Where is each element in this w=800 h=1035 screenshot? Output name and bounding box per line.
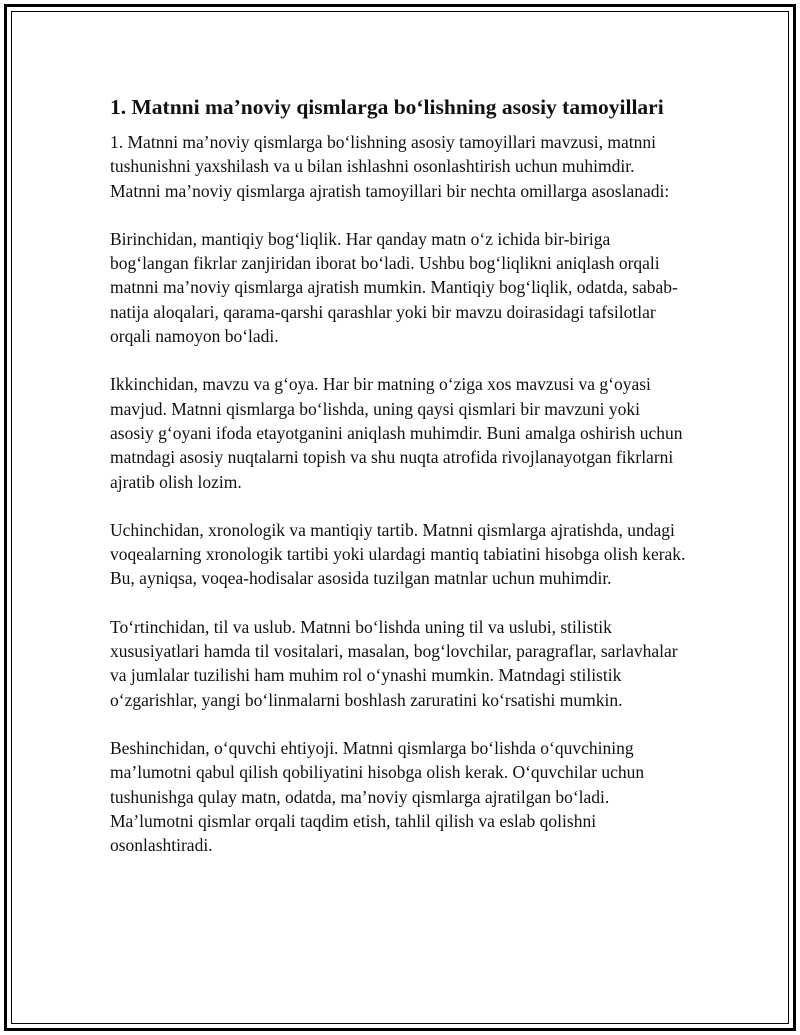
- document-title: 1. Matnni ma’noviy qismlarga bo‘lishning asosiy tamoyillari: [110, 95, 664, 119]
- paragraph-first-principle: Birinchidan, mantiqiy bog‘liqlik. Har qanday matn o‘z ichida bir-biriga bog‘langan fikrlar zanjiridan iborat bo‘ladi. Ushbu bog‘liqlikni aniqlash orqali matnni ma’noviy qismlarga ajratish mumkin. Mantiqiy bog‘liqlik, odatda, sabab-natija aloqalari, qarama-qarshi qarashlar yoki bir mavzu doirasidagi tafsilotlar orqali namoyon bo‘ladi.: [110, 228, 678, 347]
- document-body: [110, 88, 690, 881]
- paragraph-intro: 1. Matnni ma’noviy qismlarga bo‘lishning asosiy tamoyillari mavzusi, matnni tushunishni yaxshilash va u bilan ishlashni osonlashtirish uchun muhimdir. Matnni ma’noviy qismlarga ajratish tamoyillari bir nechta omillarga asoslanadi:: [110, 132, 670, 201]
- paragraph-fourth-principle: To‘rtinchidan, til va uslub. Matnni bo‘lishda uning til va uslubi, stilistik xususiyatlari hamda til vositalari, masalan, bog‘lovchilar, paragraflar, sarlavhalar va jumlalar tuzilishi ham muhim rol o‘ynashi mumkin. Matndagi stilistik o‘zgarishlar, yangi bo‘linmalarni boshlash zaruratini ko‘rsatishi mumkin.: [110, 616, 678, 710]
- paragraph-fifth-principle: Beshinchidan, o‘quvchi ehtiyoji. Matnni qismlarga bo‘lishda o‘quvchining ma’lumotni qabul qilish qobiliyatini hisobga olish kerak. O‘quvchilar uchun tushunishga qulay matn, odatda, ma’noviy qismlarga ajratilgan bo‘ladi. Ma’lumotni qismlar orqali taqdim etish, tahlil qilish va eslab qolishni osonlashtiradi.: [110, 737, 645, 856]
- paragraph-third-principle: Uchinchidan, xronologik va mantiqiy tartib. Matnni qismlarga ajratishda, undagi voqealarning xronologik tartibi yoki ulardagi mantiq tabiatini hisobga olish kerak. Bu, ayniqsa, voqea-hodisalar asosida tuzilgan matnlar uchun muhimdir.: [110, 519, 686, 589]
- paragraph-second-principle: Ikkinchidan, mavzu va g‘oya. Har bir matning o‘ziga xos mavzusi va g‘oyasi mavjud. Matnni qismlarga bo‘lishda, uning qaysi qismlari bir mavzuni yoki asosiy g‘oyani ifoda etayotganini aniqlash muhimdir. Buni amalga oshirish uchun matndagi asosiy nuqtalarni topish va shu nuqta atrofida rivojlanayotgan fikrlarni ajratib olish lozim.: [110, 374, 683, 492]
